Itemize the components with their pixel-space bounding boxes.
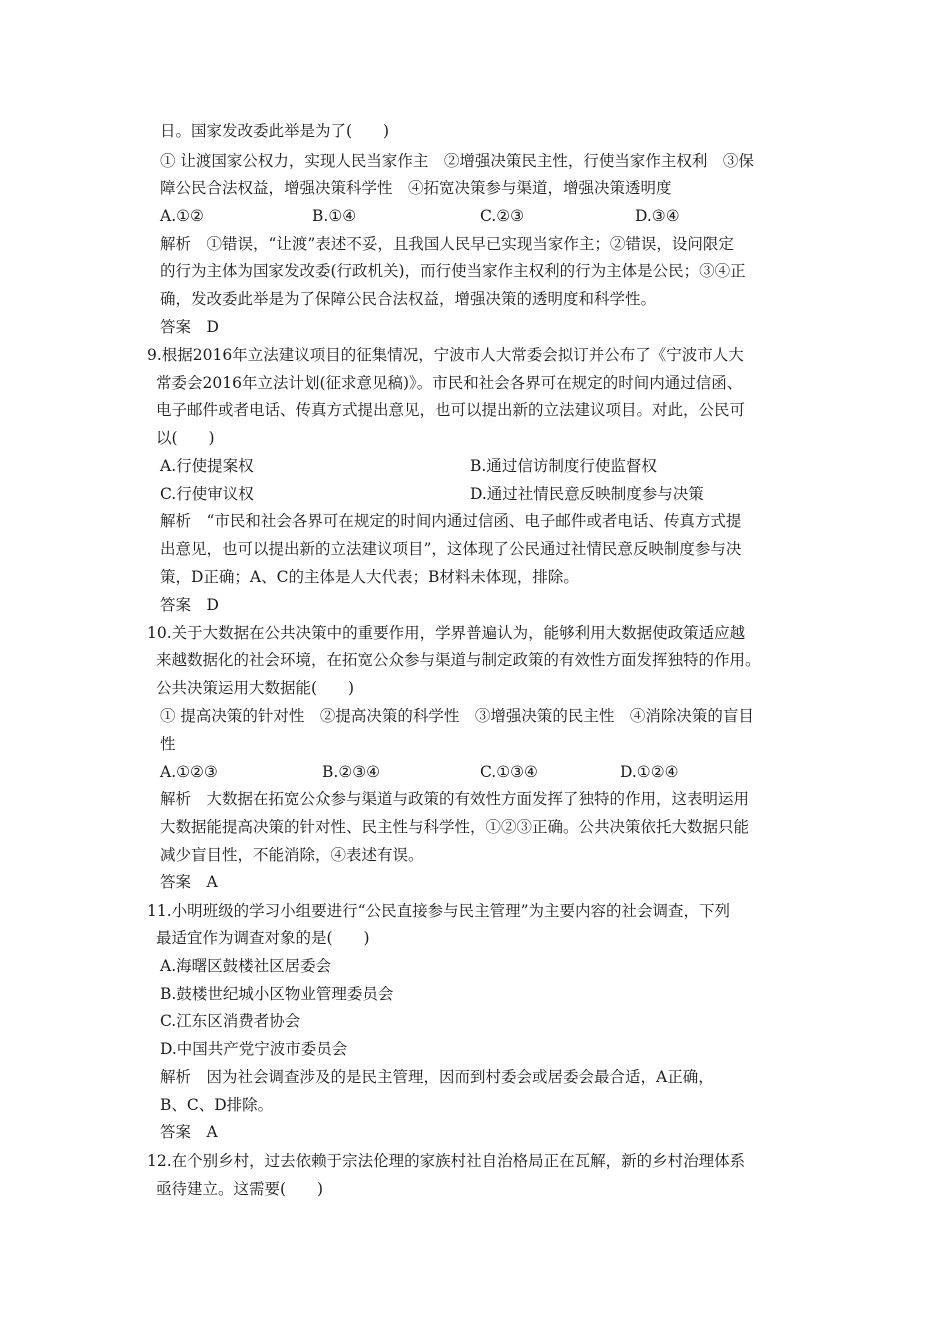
q10-option-b: B.②③④ (322, 763, 381, 781)
q8-analysis-line3: 确，发改委此举是为了保障公民合法权益，增强决策的透明度和科学性。 (160, 290, 657, 308)
q9-analysis-line1: 解析 “市民和社会各界可在规定的时间内通过信函、电子邮件或者电话、传真方式提 (160, 512, 742, 530)
q10-option-d: D.①②④ (620, 763, 679, 781)
q9-option-b: B.通过信访制度行使监督权 (470, 457, 657, 475)
q11-stem-line2: 最适宜作为调查对象的是( ) (156, 929, 370, 947)
q11-analysis-line2: B、C、D排除。 (160, 1096, 274, 1114)
q12-stem-line1: 12.在个别乡村，过去依赖于宗法伦理的家族村社自治格局正在瓦解，新的乡村治理体系 (147, 1152, 746, 1170)
q10-option-c: C.①③④ (480, 763, 538, 781)
q10-analysis-line3: 减少盲目性，不能消除，④表述有误。 (160, 846, 424, 864)
q9-stem-line2: 常委会2016年立法计划(征求意见稿)》。市民和社会各界可在规定的时间内通过信函、 (156, 374, 743, 392)
q10-analysis-line2: 大数据能提高决策的针对性、民主性与科学性，①②③正确。公共决策依托大数据只能 (160, 818, 750, 836)
q10-stem-line1: 10.关于大数据在公共决策中的重要作用，学界普遍认为，能够利用大数据使政策适应越 (147, 624, 746, 642)
q10-choices-line1: ① 提高决策的针对性 ②提高决策的科学性 ③增强决策的民主性 ④消除决策的盲目 (160, 707, 754, 725)
q10-analysis-line1: 解析 大数据在拓宽公众参与渠道与政策的有效性方面发挥了独特的作用，这表明运用 (160, 790, 750, 808)
q12-stem-line2: 亟待建立。这需要( ) (156, 1180, 324, 1198)
q8-answer: 答案 D (160, 318, 219, 336)
q11-option-a: A.海曙区鼓楼社区居委会 (160, 957, 332, 975)
q10-answer: 答案 A (160, 873, 218, 891)
q8-stem-tail: 日。国家发改委此举是为了( ) (160, 122, 390, 140)
q9-analysis-line2: 出意见，也可以提出新的立法建议项目”，这体现了公民通过社情民意反映制度参与决 (160, 540, 742, 558)
q9-stem-line3: 电子邮件或者电话、传真方式提出意见，也可以提出新的立法建议项目。对此，公民可 (156, 401, 746, 419)
q8-option-b: B.①④ (312, 207, 357, 225)
q8-option-c: C.②③ (480, 207, 525, 225)
q8-option-d: D.③④ (635, 207, 680, 225)
q9-option-c: C.行使审议权 (160, 485, 254, 503)
q11-stem-line1: 11.小明班级的学习小组要进行“公民直接参与民主管理”为主要内容的社会调查，下列 (147, 902, 731, 920)
q8-choices-line1: ① 让渡国家公权力，实现人民当家作主 ②增强决策民主性，行使当家作主权利 ③保 (160, 152, 754, 170)
q10-choices-line2: 性 (160, 735, 176, 753)
q9-answer: 答案 D (160, 596, 219, 614)
q8-analysis-line1: 解析 ①错误，“让渡”表述不妥，且我国人民早已实现当家作主；②错误，设问限定 (160, 235, 734, 253)
q10-option-a: A.①②③ (160, 763, 218, 781)
q11-option-c: C.江东区消费者协会 (160, 1012, 301, 1030)
q8-choices-line2: 障公民合法权益，增强决策科学性 ④拓宽决策参与渠道，增强决策透明度 (160, 179, 672, 197)
q9-analysis-line3: 策，D正确；A、C的主体是人大代表；B材料未体现，排除。 (160, 568, 579, 586)
q10-stem-line2: 来越数据化的社会环境，在拓宽公众参与渠道与制定政策的有效性方面发挥独特的作用。 (156, 651, 761, 669)
q11-option-b: B.鼓楼世纪城小区物业管理委员会 (160, 985, 394, 1003)
q11-analysis-line1: 解析 因为社会调查涉及的是民主管理，因而到村委会或居委会最合适，A正确， (160, 1068, 714, 1086)
q9-option-a: A.行使提案权 (160, 457, 254, 475)
q9-stem-line1: 9.根据2016年立法建议项目的征集情况，宁波市人大常委会拟订并公布了《宁波市人大 (147, 346, 744, 364)
q11-answer: 答案 A (160, 1123, 218, 1141)
q8-option-a: A.①② (160, 207, 204, 225)
q9-option-d: D.通过社情民意反映制度参与决策 (470, 485, 704, 503)
q9-stem-line4: 以( ) (156, 429, 215, 447)
q8-analysis-line2: 的行为主体为国家发改委(行政机关)，而行使当家作主权利的行为主体是公民；③④正 (160, 262, 746, 280)
q11-option-d: D.中国共产党宁波市委员会 (160, 1040, 348, 1058)
q10-stem-line3: 公共决策运用大数据能( ) (156, 679, 355, 697)
